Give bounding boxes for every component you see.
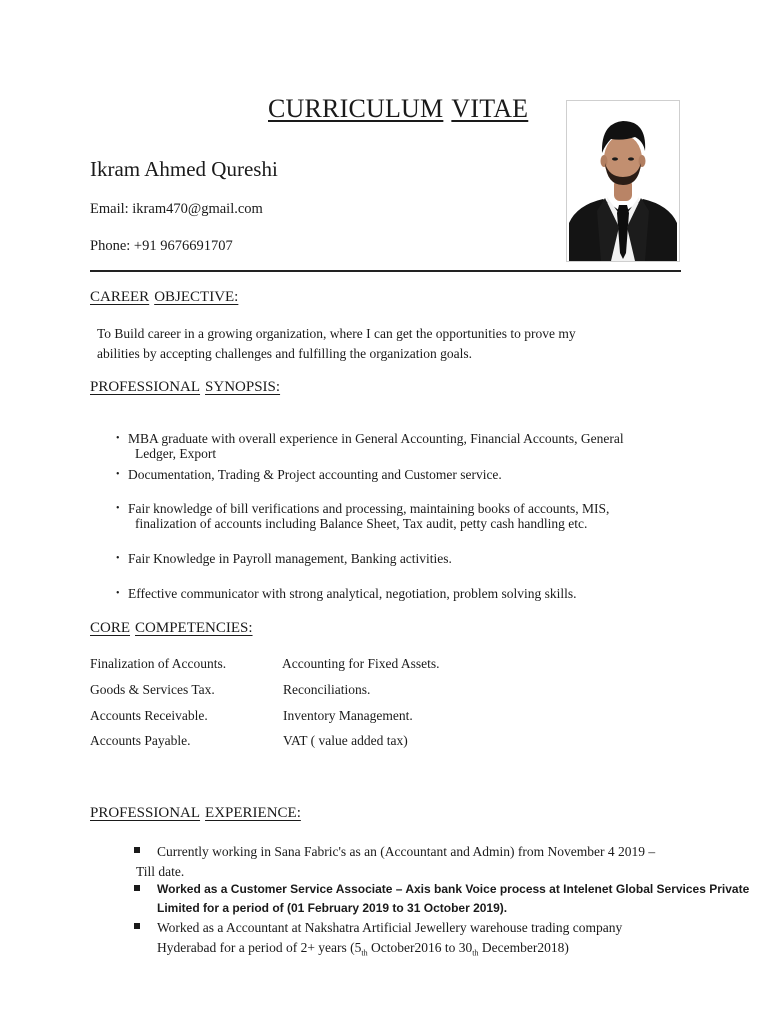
experience-item-line: Limited for a period of (01 February 2019 to 31 October 2019). <box>157 901 508 915</box>
heading-word: CORE <box>90 620 131 636</box>
synopsis-item-line: Documentation, Trading & Project accounting and Customer service. <box>128 467 502 482</box>
competency-item: Goods & Services Tax. <box>90 682 215 697</box>
competency-item: VAT ( value added tax) <box>283 733 408 748</box>
core-competencies-heading <box>90 620 253 637</box>
competency-item: Accounts Payable. <box>90 733 191 748</box>
document-title <box>268 94 528 124</box>
competency-item: Inventory Management. <box>283 708 413 723</box>
heading-word: OBJECTIVE: <box>154 289 239 305</box>
career-objective-text: To Build career in a growing organization, where I can get the opportunities to prove my abilities by accepting challenges and fulfilling the organization goals. <box>97 326 576 361</box>
experience-item-continuation: Till date. <box>136 864 185 879</box>
experience-item <box>134 918 754 964</box>
experience-item-line: Worked as a Customer Service Associate – Axis bank Voice process at Intelenet Global Services Private <box>157 882 750 896</box>
phone-line: Phone: +91 9676691707 <box>90 238 233 254</box>
synopsis-item-line: MBA graduate with overall experience in General Accounting, Financial Accounts, General <box>128 431 624 446</box>
square-bullet-icon <box>134 847 140 853</box>
bullet-icon: • <box>116 433 120 444</box>
square-bullet-icon <box>134 923 140 929</box>
heading-word: PROFESSIONAL <box>90 805 201 821</box>
title-word-vitae: VITAE <box>451 94 529 123</box>
experience-item-line: Currently working in Sana Fabric's as an (Accountant and Admin) from November 4 2019 – <box>157 844 656 859</box>
competency-item: Accounting for Fixed Assets. <box>282 656 440 671</box>
professional-synopsis-heading <box>90 379 280 396</box>
person-portrait-icon <box>567 101 679 261</box>
candidate-name: Ikram Ahmed Qureshi <box>90 157 278 181</box>
professional-experience-heading <box>90 805 301 822</box>
synopsis-item-line: Fair knowledge of bill verifications and processing, maintaining books of accounts, MIS, <box>128 501 610 516</box>
ordinal-suffix: th <box>361 948 368 958</box>
experience-item-line: Worked as a Accountant at Nakshatra Artificial Jewellery warehouse trading company <box>157 920 623 935</box>
heading-word: CAREER <box>90 289 150 305</box>
career-objective-heading <box>90 289 238 306</box>
competency-item: Reconciliations. <box>283 682 371 697</box>
email-line: Email: ikram470@gmail.com <box>90 201 263 217</box>
synopsis-item <box>116 431 656 461</box>
heading-word: SYNOPSIS: <box>205 379 281 395</box>
bullet-icon: • <box>116 469 120 480</box>
bullet-icon: • <box>116 553 120 564</box>
ordinal-suffix: th <box>472 948 479 958</box>
text-segment: October2016 to 30 <box>367 940 473 955</box>
profile-photo <box>566 100 680 262</box>
bullet-icon: • <box>116 503 120 514</box>
square-bullet-icon <box>134 885 140 891</box>
synopsis-item <box>116 501 656 531</box>
synopsis-item <box>116 467 656 482</box>
heading-word: PROFESSIONAL <box>90 379 201 395</box>
experience-item-line <box>157 940 569 958</box>
experience-item <box>134 880 754 918</box>
synopsis-item <box>116 551 656 566</box>
synopsis-item-line: Ledger, Export <box>135 446 217 461</box>
synopsis-item <box>116 586 656 601</box>
synopsis-item-line: Effective communicator with strong analytical, negotiation, problem solving skills. <box>128 586 577 601</box>
competency-item: Accounts Receivable. <box>90 708 208 723</box>
text-segment: Hyderabad for a period of 2+ years (5 <box>157 940 362 955</box>
heading-word: COMPETENCIES: <box>135 620 253 636</box>
text-segment: December2018) <box>478 940 569 955</box>
synopsis-item-line: finalization of accounts including Balance Sheet, Tax audit, petty cash handling etc. <box>135 516 588 531</box>
heading-word: EXPERIENCE: <box>205 805 301 821</box>
competency-item: Finalization of Accounts. <box>90 656 227 671</box>
header-divider <box>90 270 681 272</box>
title-word-curriculum: CURRICULUM <box>268 94 444 123</box>
bullet-icon: • <box>116 588 120 599</box>
synopsis-item-line: Fair Knowledge in Payroll management, Banking activities. <box>128 551 452 566</box>
experience-item <box>134 842 754 862</box>
